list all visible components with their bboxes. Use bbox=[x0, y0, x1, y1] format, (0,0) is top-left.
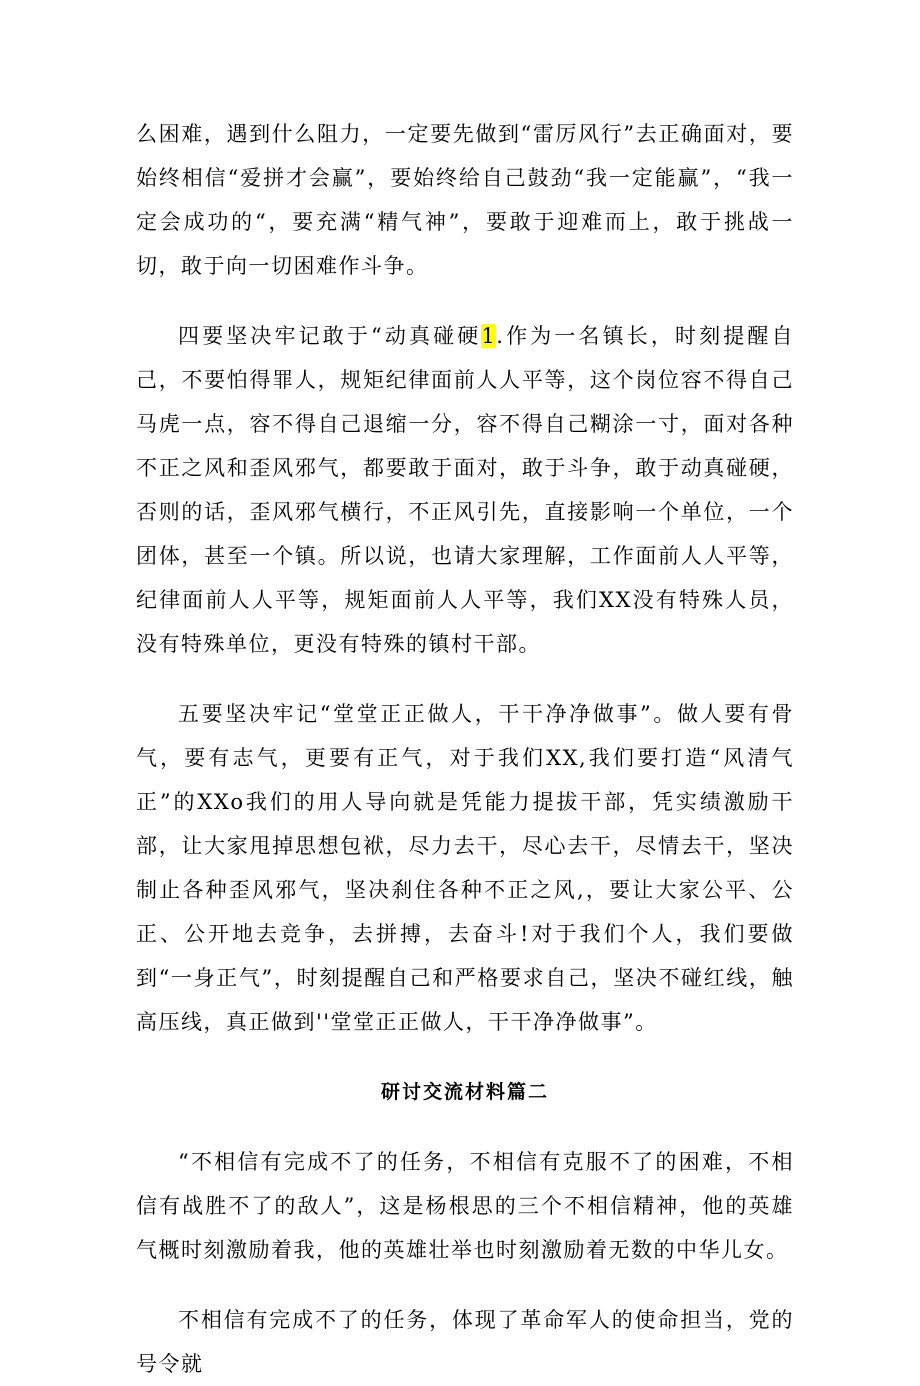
paragraph-mission: 不相信有完成不了的任务，体现了革命军人的使命担当，党的号令就 bbox=[136, 1308, 794, 1376]
paragraph-point-four bbox=[136, 314, 794, 666]
paragraph-three-beliefs: “不相信有完成不了的任务，不相信有克服不了的困难，不相信有战胜不了的敌人”，这是杨根思的三个不相信精神，他的英雄气概时刻激励着我，他的英雄壮举也时刻激励着无数的中华儿女。 bbox=[136, 1150, 794, 1262]
paragraph-gap bbox=[136, 288, 794, 314]
paragraph-gap bbox=[136, 666, 794, 692]
highlighted-marker: 1 bbox=[481, 324, 497, 348]
paragraph-four-text-start: 四要坚决牢记敢于“动真碰硬 bbox=[178, 324, 482, 348]
paragraph-four-text-rest: .作为一名镇长，时刻提醒自己，不要怕得罪人，规矩纪律面前人人平等，这个岗位容不得自己马虎一点，容不得自己退缩一分，容不得自己糊涂一寸，面对各种不正之风和歪风邪气，都要敢于面对，敢于斗争，敢于动真碰硬，否则的话，歪风邪气横行，不正风引先，直接影响一个单位，一个团体，甚至一个镇。所以说，也请大家理解，工作面前人人平等，纪律面前人人平等，规矩面前人人平等，我们XX没有特殊人员，没有特殊单位，更没有特殊的镇村干部。 bbox=[136, 324, 794, 656]
paragraph-gap bbox=[136, 1044, 794, 1070]
paragraph-gap bbox=[136, 1272, 794, 1298]
paragraph-point-five: 五要坚决牢记“堂堂正正做人，干干净净做事”。做人要有骨气，要有志气，更要有正气，对于我们XX,我们要打造“风清气正”的XXo我们的用人导向就是凭能力提拔干部，凭实绩激励干部，让大家甩掉思想包袱，尽力去干，尽心去干，尽情去干，坚决制止各种歪风邪气，坚决刹住各种不正之风,，要让大家公平、公正、公开地去竞争，去拼搏，去奋斗!对于我们个人，我们要做到“一身正气”，时刻提醒自己和严格要求自己，坚决不碰红线，触高压线，真正做到''堂堂正正做人，干干净净做事”。 bbox=[136, 702, 794, 1034]
document-body bbox=[136, 112, 794, 1386]
paragraph-continuation: 么困难，遇到什么阻力，一定要先做到“雷厉风行”去正确面对，要始终相信“爱拼才会赢”，要始终给自己鼓劲“我一定能赢”，“我一定会成功的“，要充满“精气神”，要敢于迎难而上，敢于挑战一切，敢于向一切困难作斗争。 bbox=[136, 122, 794, 278]
section-title: 研讨交流材料篇二 bbox=[380, 1081, 549, 1103]
paragraph-gap bbox=[136, 1114, 794, 1140]
